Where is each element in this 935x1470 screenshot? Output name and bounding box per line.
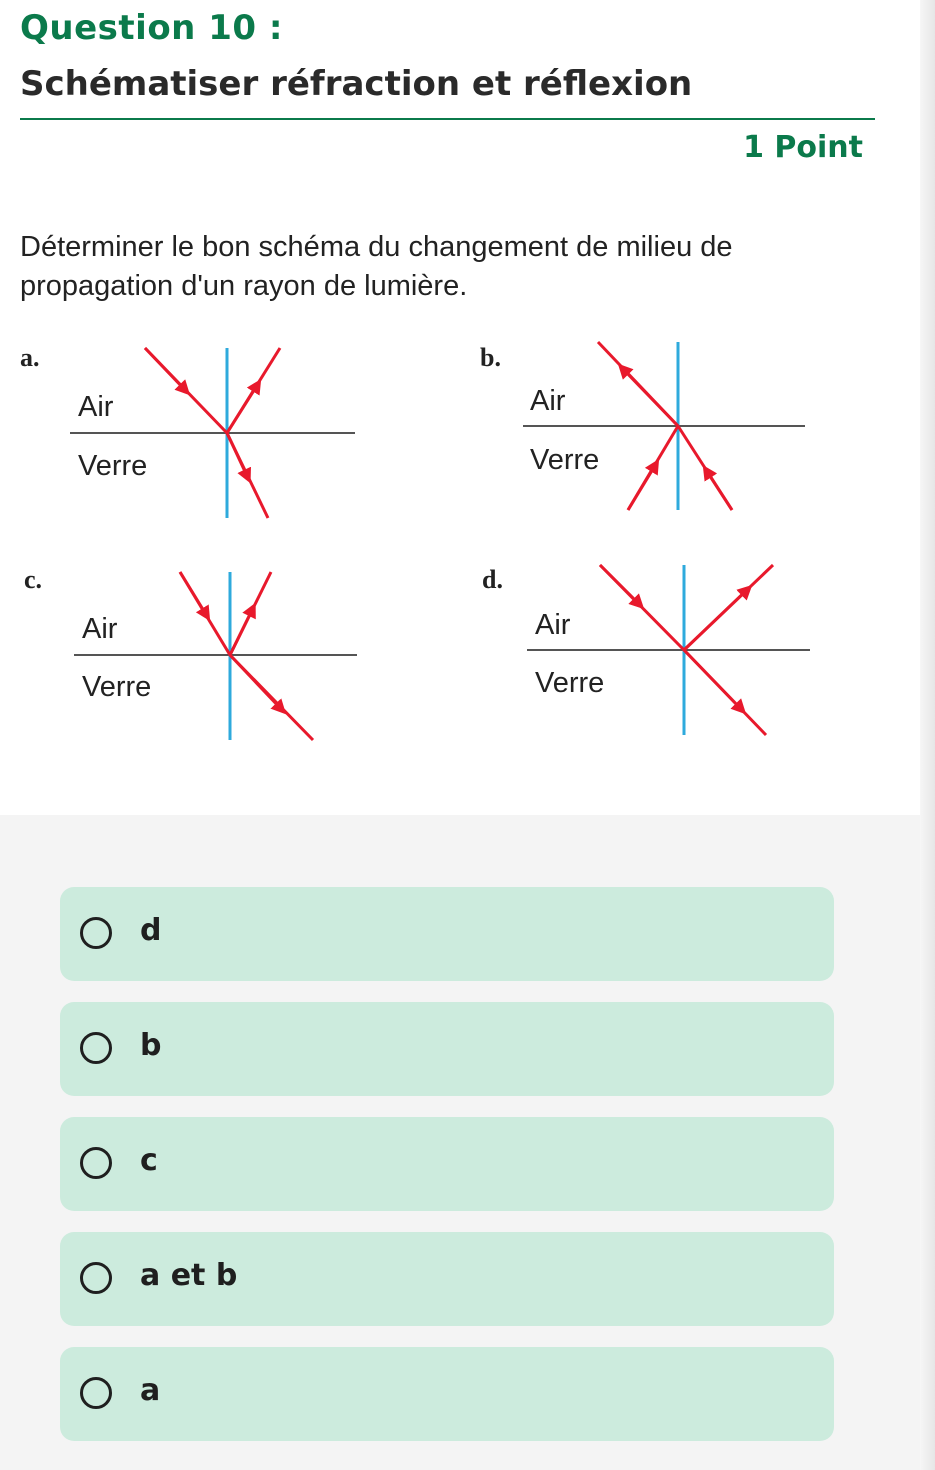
answer-option-a[interactable] [60, 1347, 834, 1441]
diagram-a-reflected-arrow [227, 384, 258, 433]
radio-button[interactable] [80, 917, 112, 949]
diagram-c-air-label: Air [82, 613, 118, 645]
question-points: 1 Point [743, 130, 863, 165]
diagram-d [482, 565, 810, 735]
answer-option-label: a [140, 1373, 161, 1408]
question-number: Question 10 : [20, 8, 283, 48]
scroll-edge [920, 0, 935, 1470]
diagram-b-letter: b. [480, 343, 501, 372]
answer-option-label: b [140, 1028, 162, 1063]
refraction-diagrams-figure [0, 320, 920, 780]
radio-button[interactable] [80, 1147, 112, 1179]
diagram-d-letter: d. [482, 565, 503, 594]
title-divider [20, 118, 875, 120]
diagram-a [20, 343, 355, 518]
radio-button[interactable] [80, 1377, 112, 1409]
answer-option-b[interactable] [60, 1002, 834, 1096]
answer-option-d[interactable] [60, 887, 834, 981]
diagram-c-verre-label: Verre [82, 671, 152, 703]
answer-option-c[interactable] [60, 1117, 834, 1211]
question-title: Schématiser réfraction et réflexion [20, 64, 693, 104]
diagram-b-verre-label: Verre [530, 444, 600, 476]
diagram-c-reflected-arrow [230, 608, 253, 655]
diagram-d-reflected-arrow [684, 589, 748, 650]
diagram-a-air-label: Air [78, 391, 114, 423]
diagram-d-verre-label: Verre [535, 667, 605, 699]
diagram-c-refracted-arrow [230, 655, 282, 710]
answer-option-label: d [140, 913, 162, 948]
answer-option-a-et-b[interactable] [60, 1232, 834, 1326]
question-text: Déterminer le bon schéma du changement de milieu de propagation d'un rayon de lumière. [20, 231, 733, 302]
question-header [0, 0, 935, 320]
diagram-a-verre-label: Verre [78, 450, 148, 482]
diagram-c [24, 565, 357, 740]
diagram-a-letter: a. [20, 343, 40, 372]
answer-option-label: a et b [140, 1258, 238, 1293]
radio-button[interactable] [80, 1032, 112, 1064]
diagram-b-air-label: Air [530, 385, 566, 417]
diagram-a-incident-arrow [145, 348, 186, 391]
diagram-d-incident-arrow [600, 565, 640, 605]
diagram-c-incident-arrow [180, 572, 207, 616]
diagram-c-letter: c. [24, 565, 43, 594]
diagram-b-air-arrow [622, 368, 678, 426]
diagram-d-refracted-arrow [684, 650, 742, 710]
radio-button[interactable] [80, 1262, 112, 1294]
diagram-b [480, 342, 805, 510]
diagram-b-glass-arrow-left [628, 464, 656, 510]
diagram-a-refracted-arrow [227, 433, 248, 478]
diagram-b-glass-arrow-right [706, 470, 732, 510]
answer-option-label: c [140, 1143, 158, 1178]
diagram-d-air-label: Air [535, 609, 571, 641]
